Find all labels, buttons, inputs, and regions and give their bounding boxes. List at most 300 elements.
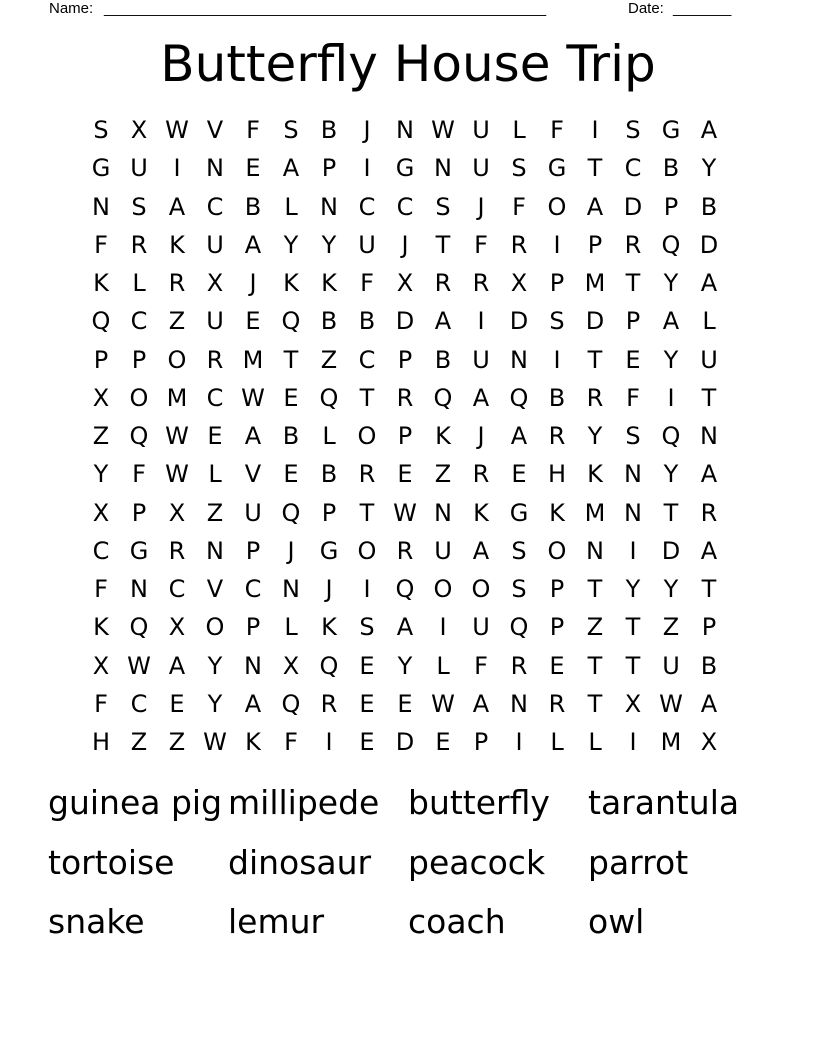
grid-letter: Q	[129, 422, 149, 450]
grid-letter: R	[434, 269, 452, 297]
grid-letter: R	[130, 230, 148, 259]
grid-letter: R	[168, 269, 186, 297]
grid-letter: R	[472, 269, 490, 297]
grid-letter: E	[511, 460, 527, 489]
grid-letter: Y	[663, 460, 679, 489]
grid-letter: P	[473, 728, 489, 756]
grid-letter: Q	[661, 230, 681, 259]
grid-letter: B	[320, 116, 338, 144]
grid-letter: C	[624, 154, 642, 183]
grid-letter: U	[662, 651, 680, 680]
grid-letter: A	[700, 269, 718, 297]
word-list-item: snake	[48, 902, 145, 941]
grid-letter: N	[434, 154, 452, 183]
grid-letter: Q	[433, 383, 453, 412]
grid-letter: R	[358, 460, 376, 489]
grid-letter: W	[393, 498, 417, 527]
grid-letter: R	[168, 536, 186, 565]
grid-letter: H	[91, 728, 111, 756]
grid-letter: T	[625, 613, 641, 642]
grid-letter: P	[397, 422, 413, 450]
grid-letter: R	[548, 422, 566, 450]
grid-letter: O	[471, 575, 491, 603]
grid-letter: S	[549, 307, 565, 336]
name-label: Name:	[49, 0, 94, 17]
grid-letter: Q	[281, 689, 301, 718]
grid-letter: L	[284, 192, 298, 221]
grid-letter: K	[473, 498, 489, 527]
grid-letter: S	[511, 536, 527, 565]
grid-letter: T	[587, 575, 603, 603]
grid-letter: D	[585, 307, 605, 336]
word-list-item: tarantula	[588, 783, 740, 822]
grid-letter: Q	[91, 307, 111, 336]
grid-letter: Q	[395, 575, 415, 603]
grid-letter: V	[206, 116, 224, 144]
grid-letter: B	[320, 307, 338, 336]
grid-letter: N	[244, 651, 262, 680]
grid-letter: O	[433, 575, 453, 603]
grid-letter: M	[166, 383, 188, 412]
grid-letter: A	[586, 192, 604, 221]
grid-letter: K	[435, 422, 451, 450]
grid-letter: X	[624, 689, 642, 718]
grid-letter: T	[587, 651, 603, 680]
grid-letter: A	[700, 116, 718, 144]
grid-letter: B	[320, 460, 338, 489]
grid-letter: L	[588, 728, 602, 756]
grid-letter: P	[549, 613, 565, 642]
grid-letter: W	[127, 651, 151, 680]
grid-letter: J	[477, 192, 485, 221]
header	[0, 0, 816, 20]
grid-letter: N	[206, 536, 224, 565]
grid-letter: G	[547, 154, 567, 183]
grid-row	[82, 455, 728, 493]
grid-letter: U	[206, 230, 224, 259]
grid-letter: X	[510, 269, 528, 297]
grid-row	[82, 226, 728, 264]
grid-letter: Z	[434, 460, 452, 489]
grid-letter: S	[625, 422, 641, 450]
grid-letter: R	[510, 651, 528, 680]
grid-letter: A	[510, 422, 528, 450]
grid-letter: I	[553, 230, 561, 259]
grid-letter: A	[700, 689, 718, 718]
grid-letter: E	[625, 345, 641, 374]
grid-letter: O	[357, 422, 377, 450]
grid-letter: Q	[661, 422, 681, 450]
grid-letter: T	[587, 154, 603, 183]
grid-letter: S	[511, 575, 527, 603]
grid-letter: Q	[319, 651, 339, 680]
grid-letter: N	[510, 689, 528, 718]
grid-letter: X	[168, 613, 186, 642]
grid-letter: Y	[663, 269, 679, 297]
grid-letter: D	[395, 728, 415, 756]
grid-letter: L	[132, 269, 146, 297]
grid-letter: O	[357, 536, 377, 565]
grid-letter: K	[245, 728, 261, 756]
grid-letter: E	[169, 689, 185, 718]
grid-letter: C	[206, 192, 224, 221]
grid-letter: X	[92, 383, 110, 412]
grid-letter: A	[472, 689, 490, 718]
grid-letter: V	[244, 460, 262, 489]
grid-letter: Y	[283, 230, 299, 259]
grid-letter: A	[700, 460, 718, 489]
date-label: Date:	[628, 0, 664, 17]
grid-letter: F	[474, 651, 488, 680]
grid-row	[82, 379, 728, 417]
date-blank-line: _______	[673, 0, 732, 17]
grid-letter: C	[396, 192, 414, 221]
grid-letter: I	[477, 307, 485, 336]
grid-row	[82, 149, 728, 187]
grid-letter: W	[431, 116, 455, 144]
grid-letter: J	[287, 536, 295, 565]
grid-letter: L	[284, 613, 298, 642]
grid-letter: S	[93, 116, 109, 144]
grid-letter: O	[129, 383, 149, 412]
grid-letter: N	[700, 422, 718, 450]
grid-letter: R	[700, 498, 718, 527]
grid-letter: D	[699, 230, 719, 259]
grid-letter: Y	[207, 689, 223, 718]
grid-letter: M	[242, 345, 264, 374]
grid-letter: R	[510, 230, 528, 259]
grid-letter: B	[244, 192, 262, 221]
grid-letter: K	[93, 269, 109, 297]
grid-letter: N	[206, 154, 224, 183]
grid-letter: B	[700, 192, 718, 221]
grid-letter: A	[434, 307, 452, 336]
grid-row	[82, 341, 728, 379]
grid-letter: U	[434, 536, 452, 565]
grid-letter: N	[130, 575, 148, 603]
grid-letter: P	[549, 269, 565, 297]
grid-letter: Z	[168, 728, 186, 756]
grid-letter: U	[206, 307, 224, 336]
grid-letter: G	[395, 154, 415, 183]
grid-letter: A	[244, 422, 262, 450]
grid-letter: I	[173, 154, 181, 183]
grid-letter: P	[245, 536, 261, 565]
grid-letter: F	[512, 192, 526, 221]
grid-row	[82, 532, 728, 570]
grid-letter: R	[396, 536, 414, 565]
grid-letter: Z	[586, 613, 604, 642]
grid-letter: F	[94, 230, 108, 259]
grid-row	[82, 570, 728, 608]
grid-letter: P	[321, 154, 337, 183]
grid-letter: G	[509, 498, 529, 527]
grid-letter: T	[587, 689, 603, 718]
grid-letter: Y	[701, 154, 717, 183]
grid-letter: S	[131, 192, 147, 221]
grid-letter: C	[358, 192, 376, 221]
grid-letter: R	[548, 689, 566, 718]
grid-letter: E	[549, 651, 565, 680]
grid-letter: F	[94, 575, 108, 603]
grid-letter: L	[512, 116, 526, 144]
grid-letter: K	[549, 498, 565, 527]
grid-letter: W	[431, 689, 455, 718]
grid-letter: F	[94, 689, 108, 718]
grid-letter: U	[472, 154, 490, 183]
grid-letter: S	[511, 154, 527, 183]
grid-letter: N	[510, 345, 528, 374]
grid-letter: C	[130, 307, 148, 336]
word-search-grid	[82, 111, 728, 761]
grid-letter: E	[397, 460, 413, 489]
grid-letter: Y	[663, 575, 679, 603]
grid-letter: G	[661, 116, 681, 144]
grid-letter: P	[625, 307, 641, 336]
grid-letter: N	[282, 575, 300, 603]
word-list-item: dinosaur	[228, 842, 372, 882]
grid-row	[82, 647, 728, 685]
grid-letter: T	[701, 575, 717, 603]
grid-letter: D	[509, 307, 529, 336]
grid-letter: Z	[320, 345, 338, 374]
grid-letter: W	[165, 116, 189, 144]
grid-letter: O	[167, 345, 187, 374]
grid-letter: S	[283, 116, 299, 144]
grid-letter: K	[321, 613, 337, 642]
grid-letter: T	[587, 345, 603, 374]
grid-letter: U	[358, 230, 376, 259]
grid-letter: B	[282, 422, 300, 450]
grid-letter: F	[474, 230, 488, 259]
grid-letter: P	[93, 345, 109, 374]
grid-letter: A	[244, 230, 262, 259]
grid-letter: Y	[321, 230, 337, 259]
grid-letter: P	[245, 613, 261, 642]
grid-letter: Y	[625, 575, 641, 603]
grid-letter: N	[624, 460, 642, 489]
grid-letter: K	[169, 230, 185, 259]
grid-letter: K	[587, 460, 603, 489]
grid-letter: B	[358, 307, 376, 336]
grid-letter: X	[92, 498, 110, 527]
grid-letter: A	[168, 192, 186, 221]
grid-letter: J	[477, 422, 485, 450]
grid-letter: Z	[206, 498, 224, 527]
grid-letter: Y	[587, 422, 603, 450]
grid-letter: Q	[281, 498, 301, 527]
grid-letter: G	[319, 536, 339, 565]
grid-letter: J	[401, 230, 409, 259]
grid-letter: X	[700, 728, 718, 756]
grid-row	[82, 417, 728, 455]
grid-letter: V	[206, 575, 224, 603]
grid-row	[82, 111, 728, 149]
grid-letter: F	[626, 383, 640, 412]
grid-letter: U	[244, 498, 262, 527]
grid-letter: E	[283, 460, 299, 489]
grid-letter: U	[472, 613, 490, 642]
grid-letter: B	[662, 154, 680, 183]
grid-letter: D	[623, 192, 643, 221]
grid-letter: R	[624, 230, 642, 259]
grid-letter: J	[249, 269, 257, 297]
grid-letter: A	[472, 383, 490, 412]
grid-letter: Y	[207, 651, 223, 680]
grid-letter: P	[321, 498, 337, 527]
grid-letter: L	[322, 422, 336, 450]
grid-letter: I	[363, 154, 371, 183]
grid-letter: W	[165, 460, 189, 489]
grid-letter: E	[359, 728, 375, 756]
grid-letter: D	[661, 536, 681, 565]
grid-letter: X	[92, 651, 110, 680]
grid-letter: N	[624, 498, 642, 527]
word-list-item: lemur	[228, 902, 325, 941]
grid-letter: N	[92, 192, 110, 221]
grid-letter: P	[397, 345, 413, 374]
grid-letter: Y	[93, 460, 109, 489]
grid-letter: K	[283, 269, 299, 297]
grid-letter: A	[282, 154, 300, 183]
grid-letter: R	[586, 383, 604, 412]
grid-letter: O	[547, 536, 567, 565]
grid-letter: Q	[509, 383, 529, 412]
grid-letter: T	[625, 651, 641, 680]
grid-letter: P	[587, 230, 603, 259]
grid-row	[82, 302, 728, 340]
grid-letter: W	[241, 383, 265, 412]
word-list-item: peacock	[408, 842, 546, 882]
grid-letter: E	[397, 689, 413, 718]
grid-letter: U	[700, 345, 718, 374]
grid-letter: B	[434, 345, 452, 374]
word-list-item: guinea pig	[48, 783, 223, 822]
grid-letter: Z	[168, 307, 186, 336]
grid-letter: T	[663, 498, 679, 527]
grid-letter: A	[472, 536, 490, 565]
name-blank-line: _____________________________________________________	[104, 0, 547, 17]
grid-letter: D	[395, 307, 415, 336]
grid-letter: F	[284, 728, 298, 756]
grid-letter: N	[320, 192, 338, 221]
grid-letter: U	[472, 345, 490, 374]
page-title: Butterfly House Trip	[160, 35, 656, 93]
grid-letter: I	[439, 613, 447, 642]
grid-letter: X	[206, 269, 224, 297]
grid-letter: O	[547, 192, 567, 221]
grid-letter: K	[321, 269, 337, 297]
grid-letter: N	[586, 536, 604, 565]
grid-letter: F	[550, 116, 564, 144]
grid-letter: E	[359, 689, 375, 718]
grid-letter: I	[553, 345, 561, 374]
grid-row	[82, 685, 728, 723]
grid-letter: K	[93, 613, 109, 642]
grid-letter: Y	[397, 651, 413, 680]
grid-letter: I	[363, 575, 371, 603]
grid-letter: B	[700, 651, 718, 680]
word-list	[48, 777, 768, 956]
grid-letter: W	[203, 728, 227, 756]
grid-letter: C	[206, 383, 224, 412]
grid-letter: U	[130, 154, 148, 183]
grid-letter: F	[246, 116, 260, 144]
grid-letter: S	[625, 116, 641, 144]
grid-letter: C	[168, 575, 186, 603]
grid-letter: N	[396, 116, 414, 144]
grid-letter: P	[131, 345, 147, 374]
grid-letter: E	[359, 651, 375, 680]
grid-letter: R	[396, 383, 414, 412]
grid-letter: C	[130, 689, 148, 718]
grid-letter: L	[702, 307, 716, 336]
grid-letter: I	[515, 728, 523, 756]
grid-letter: C	[244, 575, 262, 603]
grid-letter: G	[129, 536, 149, 565]
grid-letter: L	[550, 728, 564, 756]
grid-letter: P	[131, 498, 147, 527]
grid-letter: I	[591, 116, 599, 144]
grid-letter: F	[132, 460, 146, 489]
grid-letter: W	[165, 422, 189, 450]
grid-letter: T	[625, 269, 641, 297]
grid-letter: P	[549, 575, 565, 603]
grid-letter: Q	[319, 383, 339, 412]
word-list-item: parrot	[588, 842, 689, 882]
grid-letter: X	[168, 498, 186, 527]
grid-letter: E	[435, 728, 451, 756]
grid-letter: J	[325, 575, 333, 603]
grid-letter: J	[363, 116, 371, 144]
grid-letter: X	[130, 116, 148, 144]
grid-letter: Z	[92, 422, 110, 450]
grid-letter: A	[700, 536, 718, 565]
grid-letter: B	[548, 383, 566, 412]
grid-letter: N	[434, 498, 452, 527]
grid-row	[82, 723, 728, 761]
grid-letter: R	[206, 345, 224, 374]
grid-letter: F	[360, 269, 374, 297]
grid-letter: L	[436, 651, 450, 680]
grid-letter: C	[92, 536, 110, 565]
grid-letter: S	[435, 192, 451, 221]
grid-letter: T	[283, 345, 299, 374]
grid-letter: G	[91, 154, 111, 183]
word-list-item: tortoise	[48, 842, 175, 882]
grid-letter: P	[701, 613, 717, 642]
grid-letter: A	[396, 613, 414, 642]
grid-letter: S	[359, 613, 375, 642]
grid-row	[82, 264, 728, 302]
grid-letter: Q	[281, 307, 301, 336]
grid-letter: C	[358, 345, 376, 374]
word-list-item: millipede	[228, 783, 380, 822]
grid-letter: A	[244, 689, 262, 718]
grid-letter: T	[359, 383, 375, 412]
grid-letter: T	[701, 383, 717, 412]
grid-letter: Y	[663, 345, 679, 374]
grid-letter: M	[584, 269, 606, 297]
grid-letter: Z	[662, 613, 680, 642]
grid-letter: P	[663, 192, 679, 221]
grid-letter: T	[359, 498, 375, 527]
grid-letter: M	[584, 498, 606, 527]
grid-letter: M	[660, 728, 682, 756]
grid-letter: E	[283, 383, 299, 412]
grid-row	[82, 608, 728, 646]
grid-letter: H	[547, 460, 567, 489]
